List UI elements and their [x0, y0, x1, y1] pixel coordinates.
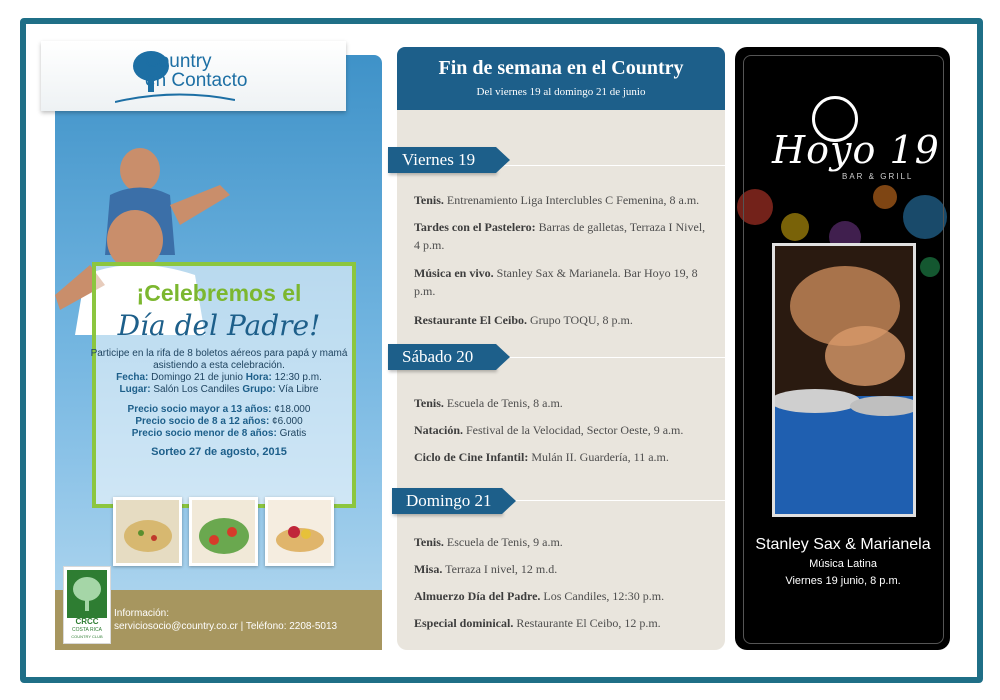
event-desc: Los Candiles, 12:30 p.m.: [540, 589, 665, 603]
event-name: Especial dominical.: [414, 616, 514, 630]
event-item: [414, 264, 714, 300]
sorteo-date: Sorteo 27 de agosto, 2015: [151, 446, 287, 458]
contact-label: Información:: [114, 608, 170, 619]
crcc-line1: COSTA RICA: [72, 627, 102, 633]
contact-info: [114, 607, 337, 633]
weekend-subtitle: Del viernes 19 al domingo 21 de junio: [476, 86, 646, 98]
event-desc: Restaurante El Ceibo, 12 p.m.: [513, 616, 661, 630]
show-date: Viernes 19 junio, 8 p.m.: [785, 575, 901, 587]
brand-line1: Country: [145, 51, 212, 72]
crcc-abbr: CRCC: [75, 617, 99, 626]
price2-value: ¢6.000: [269, 416, 303, 427]
weekend-header: [397, 47, 725, 110]
event-desc: Stanley Sax & Marianela. Bar Hoyo 19, 8 p.m.: [414, 266, 698, 298]
promo-content: [88, 280, 350, 458]
event-desc: Grupo TOQU, 8 p.m.: [527, 313, 633, 327]
event-name: Tenis.: [414, 535, 444, 549]
promo-intro: Participe en la rifa de 8 boletos aéreos para papá y mamá asistiendo a esta celebración.: [90, 348, 348, 371]
tart-image: [265, 497, 334, 566]
event-name: Restaurante El Ceibo.: [414, 313, 527, 327]
price3-label: Precio socio menor de 8 años:: [131, 428, 277, 439]
artist-name: Stanley Sax & Marianela: [755, 536, 931, 553]
event-name: Natación.: [414, 423, 463, 437]
price1-value: ¢18.000: [271, 404, 311, 415]
price-list: [88, 404, 350, 440]
event-name: Almuerzo Día del Padre.: [414, 589, 541, 603]
price1-label: Precio socio mayor a 13 años:: [127, 404, 272, 415]
price2-label: Precio socio de 8 a 12 años:: [135, 416, 270, 427]
day-tab-domingo: Domingo 21: [392, 488, 502, 514]
promo-details: [88, 348, 350, 396]
lugar-value: Salón Los Candiles: [150, 384, 243, 395]
event-desc: Mulán II. Guardería, 11 a.m.: [528, 450, 669, 464]
grupo-label: Grupo:: [242, 384, 276, 395]
event-name: Música en vivo.: [414, 266, 494, 280]
event-item: [414, 394, 714, 412]
event-desc: Festival de la Velocidad, Sector Oeste, 9 a.m.: [463, 423, 684, 437]
event-item: [414, 533, 714, 551]
brand-title: [145, 52, 247, 90]
bar-tagline: BAR & GRILL: [842, 172, 914, 181]
event-item: [414, 587, 714, 605]
event-desc: Escuela de Tenis, 8 a.m.: [443, 396, 563, 410]
contact-phone: | Teléfono: 2208-5013: [237, 621, 338, 632]
salad-image: [189, 497, 258, 566]
bar-name: Hoyo 19: [772, 128, 940, 172]
drummer-photo: [772, 243, 916, 517]
event-name: Tenis.: [414, 193, 444, 207]
contact-email[interactable]: serviciosocio@country.co.cr: [114, 621, 238, 632]
fecha-value: Domingo 21 de junio: [148, 372, 246, 383]
event-desc: Entrenamiento Liga Interclubles C Femenina, 8 a.m.: [443, 193, 700, 207]
event-name: Tardes con el Pastelero:: [414, 220, 536, 234]
promo-headline-2: Día del Padre!: [117, 309, 321, 342]
price3-value: Gratis: [276, 428, 307, 439]
event-item: [414, 218, 714, 254]
lugar-label: Lugar:: [119, 384, 151, 395]
hora-value: 12:30 p.m.: [271, 372, 322, 383]
event-item: [414, 191, 714, 209]
event-item: [414, 560, 714, 578]
crcc-logo: [63, 566, 111, 644]
hora-label: Hora:: [245, 372, 272, 383]
event-item: [414, 311, 714, 329]
event-desc: Barras de galletas, Terraza I Nivel, 4 p.m.: [414, 220, 706, 252]
swoosh-icon: [115, 92, 235, 104]
day-tab-viernes: Viernes 19: [388, 147, 496, 173]
grupo-value: Vía Libre: [275, 384, 319, 395]
promo-headline-1: ¡Celebremos el: [136, 280, 302, 306]
day-tab-sabado: Sábado 20: [388, 344, 496, 370]
event-item: [414, 421, 714, 439]
event-name: Misa.: [414, 562, 443, 576]
event-name: Ciclo de Cine Infantil:: [414, 450, 529, 464]
rice-dish-image: [113, 497, 182, 566]
brand-line2: en Contacto: [145, 70, 248, 91]
event-item: [414, 448, 714, 466]
artist-genre: Música Latina: [809, 558, 877, 570]
fecha-label: Fecha:: [116, 372, 149, 383]
crcc-line2: COUNTRY CLUB: [71, 634, 103, 639]
event-item: [414, 614, 714, 632]
event-desc: Escuela de Tenis, 9 a.m.: [443, 535, 563, 549]
weekend-title: Fin de semana en el Country: [438, 57, 684, 79]
event-desc: Terraza I nivel, 12 m.d.: [442, 562, 558, 576]
event-name: Tenis.: [414, 396, 444, 410]
